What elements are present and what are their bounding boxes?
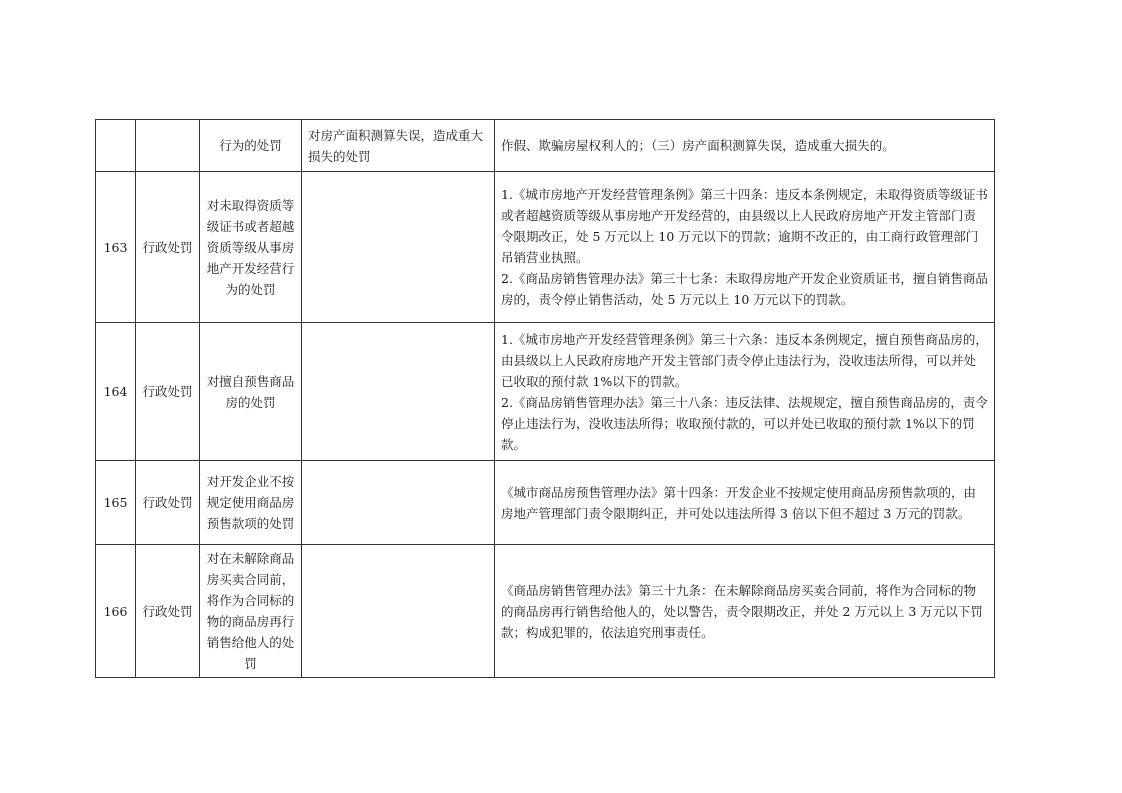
item-number-cell: 166 <box>96 545 136 678</box>
penalty-type-cell: 行政处罚 <box>136 323 200 461</box>
legal-basis-paragraph: 作假、欺骗房屋权利人的；（三）房产面积测算失误，造成重大损失的。 <box>501 138 895 153</box>
item-number-cell: 165 <box>96 461 136 545</box>
item-name-cell: 对擅自预售商品房的处罚 <box>200 323 302 461</box>
sub-item-cell <box>302 323 495 461</box>
legal-basis-paragraph: 2.《商品房销售管理办法》第三十八条：违反法律、法规规定，擅自预售商品房的，责令停止违法行为，没收违法所得；收取预付款的，可以并处已收取的预付款 1%以下的罚款。 <box>501 394 988 452</box>
legal-basis-paragraph: 2.《商品房销售管理办法》第三十七条：未取得房地产开发企业资质证书，擅自销售商品房的，责令停止销售活动，处 5 万元以上 10 万元以下的罚款。 <box>501 271 988 307</box>
penalty-type-cell: 行政处罚 <box>136 545 200 678</box>
item-number-cell <box>96 120 136 172</box>
item-name-cell: 对未取得资质等级证书或者超越资质等级从事房地产开发经营行为的处罚 <box>200 172 302 323</box>
item-name-cell: 对开发企业不按规定使用商品房预售款项的处罚 <box>200 461 302 545</box>
table-row <box>96 120 995 172</box>
legal-basis-paragraph: 《商品房销售管理办法》第三十九条：在未解除商品房买卖合同前，将作为合同标的物的商品房再行销售给他人的，处以警告，责令限期改正，并处 2 万元以上 3 万元以下罚款；构成犯罪的，依法追究刑事责任。 <box>501 582 983 640</box>
penalty-type-cell: 行政处罚 <box>136 172 200 323</box>
legal-basis-paragraph: 1.《城市房地产开发经营管理条例》第三十四条：违反本条例规定，未取得资质等级证书或者超越资质等级从事房地产开发经营的，由县级以上人民政府房地产开发主管部门责令限期改正，处 5 万元以上 10 万元以下的罚款；逾期不改正的，由工商行政管理部门吊销营业执照。 <box>501 187 988 265</box>
penalty-type-cell: 行政处罚 <box>136 461 200 545</box>
legal-basis-paragraph: 《城市商品房预售管理办法》第十四条：开发企业不按规定使用商品房预售款项的，由房地产管理部门责令限期纠正，并可处以违法所得 3 倍以下但不超过 3 万元的罚款。 <box>501 484 977 521</box>
legal-basis-cell <box>495 172 995 323</box>
legal-basis-cell <box>495 323 995 461</box>
table-row <box>96 172 995 323</box>
penalty-table <box>95 119 995 678</box>
legal-basis-cell <box>495 120 995 172</box>
table-row <box>96 545 995 678</box>
sub-item-cell <box>302 461 495 545</box>
item-name-cell: 行为的处罚 <box>200 120 302 172</box>
legal-basis-paragraph: 1.《城市房地产开发经营管理条例》第三十六条：违反本条例规定，擅自预售商品房的，由县级以上人民政府房地产开发主管部门责令停止违法行为，没收违法所得，可以并处已收取的预付款 1%以下的罚款。 <box>501 331 988 389</box>
sub-item-cell: 对房产面积测算失误，造成重大损失的处罚 <box>302 120 495 172</box>
item-number-cell: 163 <box>96 172 136 323</box>
item-number-cell: 164 <box>96 323 136 461</box>
legal-basis-cell <box>495 461 995 545</box>
penalty-type-cell <box>136 120 200 172</box>
item-name-cell: 对在未解除商品房买卖合同前，将作为合同标的物的商品房再行销售给他人的处罚 <box>200 545 302 678</box>
legal-basis-cell <box>495 545 995 678</box>
table-row <box>96 461 995 545</box>
table-row <box>96 323 995 461</box>
sub-item-cell <box>302 545 495 678</box>
sub-item-cell <box>302 172 495 323</box>
